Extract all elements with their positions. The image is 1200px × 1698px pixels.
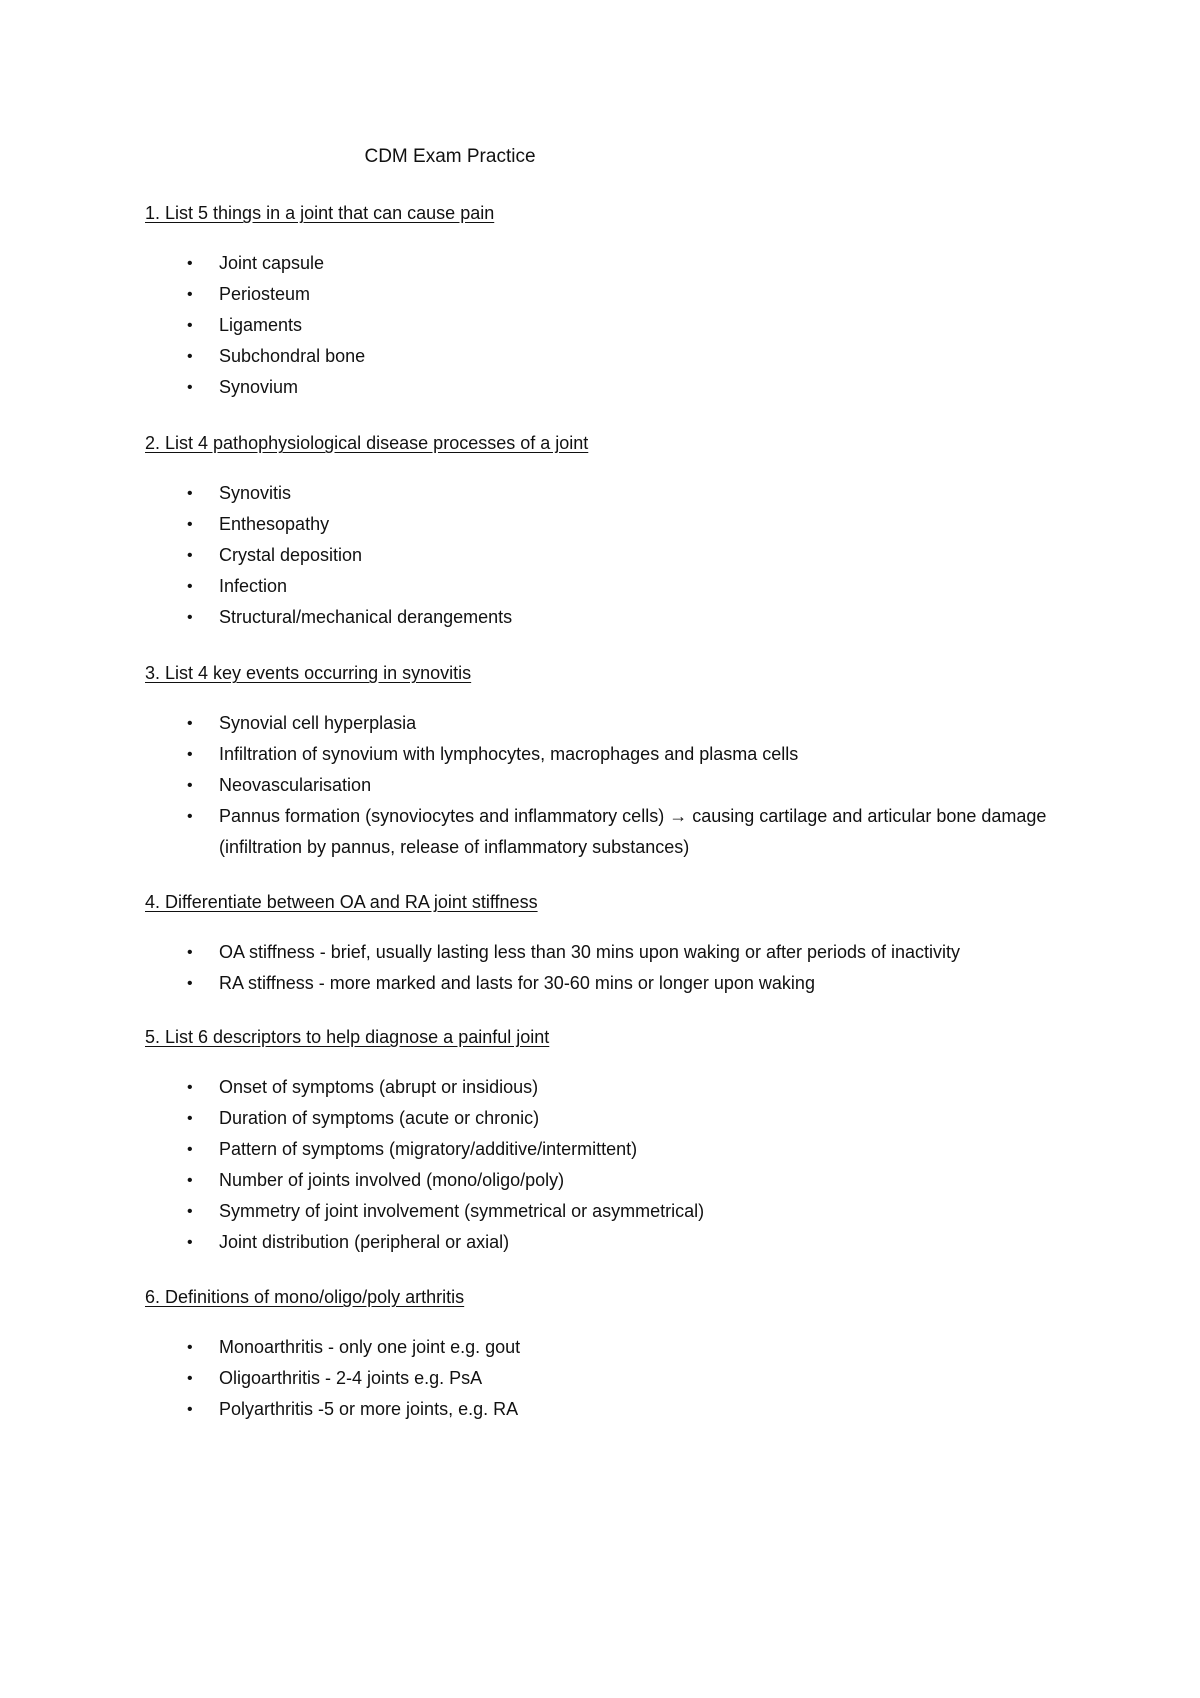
bullet-icon: • xyxy=(187,578,193,595)
answer-text: Pattern of symptoms (migratory/additive/intermittent) xyxy=(219,1139,638,1159)
answer-text: Enthesopathy xyxy=(219,514,330,534)
answer-text: Infection xyxy=(219,576,288,596)
answer-text: Neovascularisation xyxy=(219,775,372,795)
list-item xyxy=(145,1363,1119,1394)
bullet-icon: • xyxy=(187,1401,193,1418)
question-section-1 xyxy=(145,200,1105,403)
answer-text: Periosteum xyxy=(219,284,311,304)
bullet-icon: • xyxy=(187,1110,193,1127)
question-section-5 xyxy=(145,1024,1105,1258)
answer-list xyxy=(145,937,1105,999)
bullet-icon: • xyxy=(187,317,193,334)
list-item xyxy=(145,509,1119,540)
answer-list xyxy=(145,248,1105,403)
answer-text: Symmetry of joint involvement (symmetrical or asymmetrical) xyxy=(219,1201,705,1221)
answer-text: RA stiffness - more marked and lasts for 30-60 mins or longer upon waking xyxy=(219,973,815,993)
question-heading: 4. Differentiate between OA and RA joint stiffness xyxy=(145,892,538,912)
bullet-icon: • xyxy=(187,1370,193,1387)
list-item xyxy=(145,279,1119,310)
answer-text: Duration of symptoms (acute or chronic) xyxy=(219,1108,540,1128)
list-item xyxy=(145,540,1119,571)
list-item xyxy=(145,801,1049,863)
list-item xyxy=(145,1103,1119,1134)
list-item xyxy=(145,1394,1119,1425)
answer-text: Joint distribution (peripheral or axial) xyxy=(219,1232,510,1252)
answer-text: Synovitis xyxy=(219,483,292,503)
answer-text: Number of joints involved (mono/oligo/poly) xyxy=(219,1170,565,1190)
answer-text: Monoarthritis - only one joint e.g. gout xyxy=(219,1337,521,1357)
answer-text: Crystal deposition xyxy=(219,545,363,565)
list-item xyxy=(145,1196,1119,1227)
answer-text: Subchondral bone xyxy=(219,346,366,366)
answer-list xyxy=(145,1072,1105,1258)
list-item xyxy=(145,739,1119,770)
list-item xyxy=(145,478,1119,509)
answer-text: Onset of symptoms (abrupt or insidious) xyxy=(219,1077,539,1097)
bullet-icon: • xyxy=(187,379,193,396)
question-heading: 6. Definitions of mono/oligo/poly arthritis xyxy=(145,1287,465,1307)
answer-list xyxy=(145,708,1105,863)
answer-text: Oligoarthritis - 2-4 joints e.g. PsA xyxy=(219,1368,483,1388)
document-title: CDM Exam Practice xyxy=(364,146,536,167)
list-item xyxy=(145,602,1119,633)
bullet-icon: • xyxy=(187,1079,193,1096)
list-item xyxy=(145,1165,1119,1196)
list-item xyxy=(145,770,1119,801)
bullet-icon: • xyxy=(187,516,193,533)
bullet-icon: • xyxy=(187,255,193,272)
bullet-icon: • xyxy=(187,975,193,992)
list-item xyxy=(145,937,1119,968)
bullet-icon: • xyxy=(187,944,193,961)
bullet-icon: • xyxy=(187,348,193,365)
answer-text: Infiltration of synovium with lymphocytes, macrophages and plasma cells xyxy=(219,744,799,764)
answer-text: Synovium xyxy=(219,377,299,397)
answer-text: Ligaments xyxy=(219,315,303,335)
answer-list xyxy=(145,1332,1105,1425)
answer-text: Synovial cell hyperplasia xyxy=(219,713,417,733)
answer-text: Joint capsule xyxy=(219,253,325,273)
bullet-icon: • xyxy=(187,777,193,794)
bullet-icon: • xyxy=(187,1172,193,1189)
bullet-icon: • xyxy=(187,1203,193,1220)
question-heading: 3. List 4 key events occurring in synovitis xyxy=(145,663,472,683)
answer-text: Polyarthritis -5 or more joints, e.g. RA xyxy=(219,1399,519,1419)
list-item xyxy=(145,372,1119,403)
question-section-2 xyxy=(145,430,1105,633)
bullet-icon: • xyxy=(187,286,193,303)
answer-text: Structural/mechanical derangements xyxy=(219,607,513,627)
answer-text: causing cartilage and articular bone damage (infiltration by pannus, release of inflammatory substances) xyxy=(219,806,1047,857)
question-section-4 xyxy=(145,889,1105,999)
answer-text: OA stiffness - brief, usually lasting less than 30 mins upon waking or after periods of inactivity xyxy=(219,942,961,962)
bullet-icon: • xyxy=(187,715,193,732)
list-item xyxy=(145,1072,1119,1103)
list-item xyxy=(145,1134,1119,1165)
bullet-icon: • xyxy=(187,746,193,763)
list-item xyxy=(145,1227,1119,1258)
arrow-right-icon: → xyxy=(669,806,688,826)
question-section-6 xyxy=(145,1284,1105,1425)
bullet-icon: • xyxy=(187,808,193,825)
answer-text: Pannus formation (synoviocytes and inflammatory cells) xyxy=(219,806,665,826)
bullet-icon: • xyxy=(187,1234,193,1251)
bullet-icon: • xyxy=(187,1339,193,1356)
list-item xyxy=(145,571,1119,602)
bullet-icon: • xyxy=(187,547,193,564)
bullet-icon: • xyxy=(187,1141,193,1158)
list-item xyxy=(145,248,1119,279)
list-item xyxy=(145,1332,1119,1363)
list-item xyxy=(145,341,1119,372)
list-item xyxy=(145,708,1119,739)
bullet-icon: • xyxy=(187,609,193,626)
question-heading: 2. List 4 pathophysiological disease processes of a joint xyxy=(145,433,589,453)
bullet-icon: • xyxy=(187,485,193,502)
list-item xyxy=(145,310,1119,341)
question-section-3 xyxy=(145,660,1105,863)
question-heading: 1. List 5 things in a joint that can cause pain xyxy=(145,203,495,223)
question-heading: 5. List 6 descriptors to help diagnose a painful joint xyxy=(145,1027,550,1047)
list-item xyxy=(145,968,1119,999)
answer-list xyxy=(145,478,1105,633)
